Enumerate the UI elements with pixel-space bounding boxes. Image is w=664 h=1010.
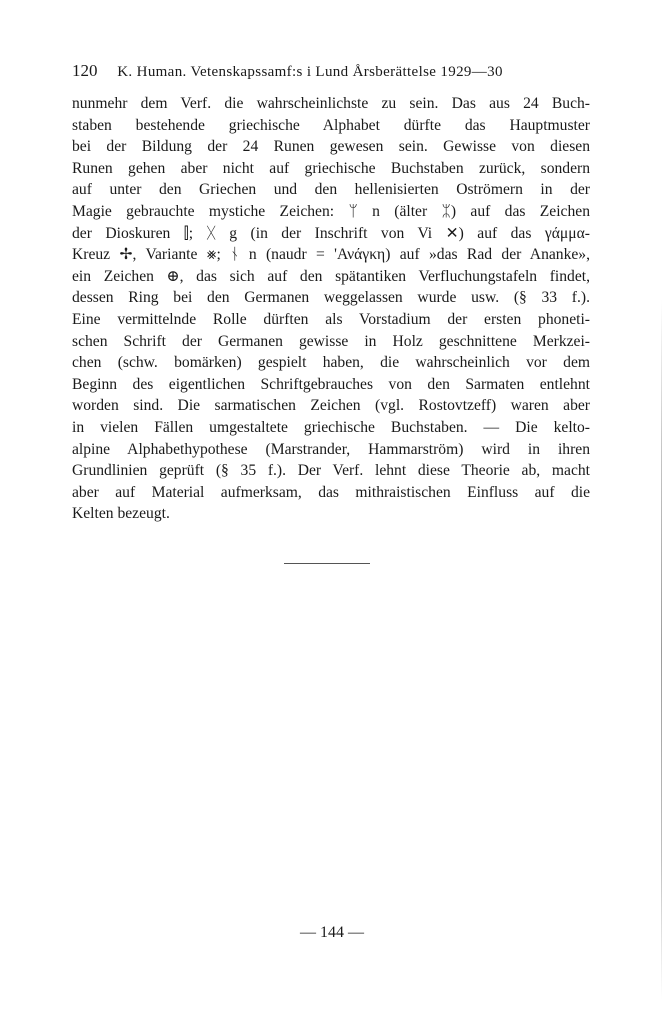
text-line: Beginn des eigentlichen Schriftgebrauches von den Sarmaten entlehnt — [72, 375, 590, 393]
text-line: auf unter den Griechen und den hellenisierten Oströmern in der — [72, 181, 590, 199]
running-header — [72, 61, 592, 81]
footer-page-marker: — 144 — — [300, 924, 364, 941]
text-line: dessen Ring bei den Germanen weggelassen wurde usw. (§ 33 f.). — [72, 289, 590, 307]
text-line: staben bestehende griechische Alphabet dürfte das Hauptmuster — [72, 116, 590, 134]
text-line: worden sind. Die sarmatischen Zeichen (vgl. Rostovtzeff) waren aber — [72, 397, 590, 415]
text-line: bei der Bildung der 24 Runen gewesen sein. Gewisse von diesen — [72, 138, 590, 156]
text-line: Kelten bezeugt. — [72, 505, 170, 523]
page-number: 120 — [72, 61, 98, 80]
section-separator — [284, 563, 370, 564]
text-line: ein Zeichen ⊕, das sich auf den spätantiken Verfluchungstafeln findet, — [72, 267, 590, 285]
text-line: Eine vermittelnde Rolle dürften als Vorstadium der ersten phoneti- — [72, 310, 590, 328]
text-line: chen (schw. bomärken) gespielt haben, die wahrscheinlich vor dem — [72, 354, 590, 372]
text-line: in vielen Fällen umgestaltete griechische Buchstaben. — Die kelto- — [72, 418, 590, 436]
text-line: Kreuz ✢, Variante ⨳; ᚾ n (naudr = 'Ανάγκη) auf »das Rad der Ananke», — [72, 246, 590, 264]
text-line: aber auf Material aufmerksam, das mithraistischen Einfluss auf die — [72, 483, 590, 501]
text-line: Runen gehen aber nicht auf griechische Buchstaben zurück, sondern — [72, 159, 590, 177]
scan-edge-shadow — [661, 300, 662, 1000]
text-line: Magie gebrauchte mystiche Zeichen: ᛘ n (älter ᛯ) auf das Zeichen — [72, 202, 590, 220]
text-line: schen Schrift der Germanen gewisse in Holz geschnittene Merkzei- — [72, 332, 590, 350]
body-paragraph — [72, 93, 590, 525]
text-line: Grundlinien geprüft (§ 35 f.). Der Verf. lehnt diese Theorie ab, macht — [72, 462, 590, 480]
running-title: K. Human. Vetenskapssamf:s i Lund Årsberättelse 1929—30 — [117, 64, 503, 80]
text-line: nunmehr dem Verf. die wahrscheinlichste zu sein. Das aus 24 Buch- — [72, 95, 590, 112]
text-line: alpine Alphabethypothese (Marstrander, Hammarström) wird in ihren — [72, 440, 590, 458]
text-line: der Dioskuren ⫿; ᚷ g (in der Inschrift von Vi ✕) auf das γάμμα- — [72, 224, 590, 242]
